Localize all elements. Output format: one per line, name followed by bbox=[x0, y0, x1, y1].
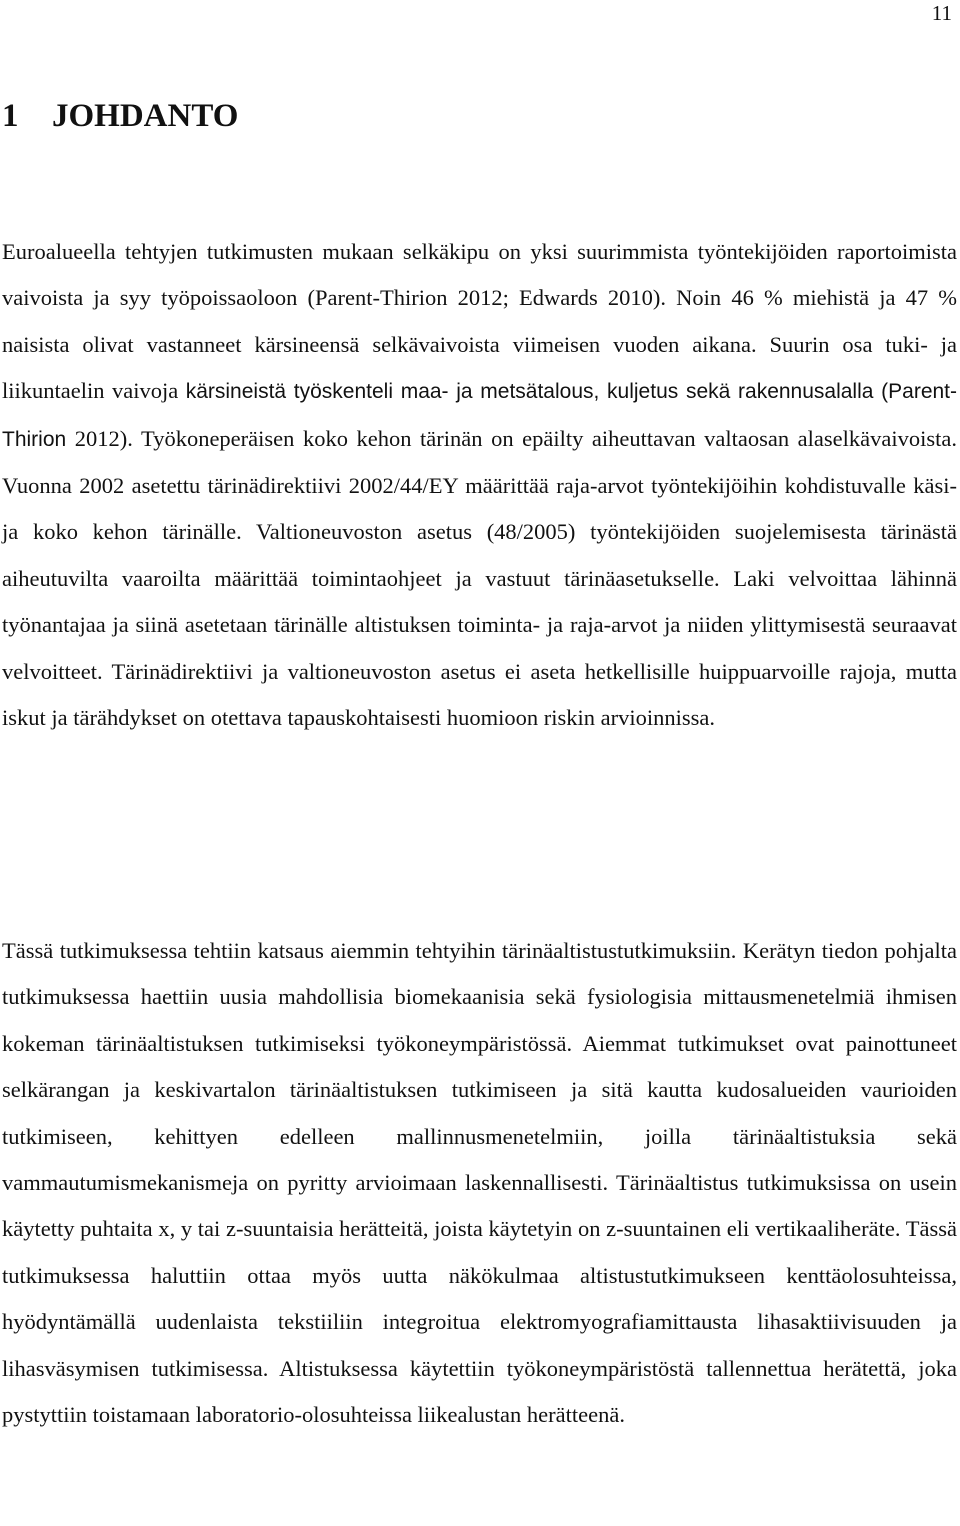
paragraph-intro-text-3: 2012). Työkoneperäisen koko kehon tärinän on epäilty aiheuttavan valtaosan alaselkävaivoista. Vuonna 2002 asetettu tärinädirektiivi 2002/44/EY määrittää raja-arvot työntekijöihin kohdistuvalle käsi- ja koko kehon tärinälle. Valtioneuvoston asetus (48/2005) työntekijöiden suojelemisesta tärinästä aiheutuvilta vaaroilta määrittää toimintaohjeet ja vastuut tärinäasetukselle. Laki velvoittaa lähinnä työnantajaa ja siinä asetetaan tärinälle altistuksen toiminta- ja raja-arvot ja niiden ylittymisestä seuraavat velvoitteet. Tärinädirektiivi ja valtioneuvoston asetus ei aseta hetkellisille huippuarvoille rajoja, mutta iskut ja tärähdykset on otettava tapauskohtaisesti huomioon riskin arvioinnissa. bbox=[2, 425, 957, 731]
chapter-number: 1 bbox=[2, 98, 19, 134]
paragraph-intro-text-1: Euroalueella tehtyjen tutkimusten mukaan selkäkipu on yksi suurimmista työntekijöiden raportoimista vaivoista ja syy työpoissaoloon (Parent-Thirion 2012; Edwards 2010). Noin 46 % miehistä ja 47 % naisista olivat vastanneet kärsineensä selkävaivoista viimeisen vuoden aikana. Suurin osa tuki- ja liikuntaelin vaivoja bbox=[2, 239, 957, 404]
chapter-title: JOHDANTO bbox=[52, 98, 239, 134]
paragraph-study: Tässä tutkimuksessa tehtiin katsaus aiemmin tehtyihin tärinäaltistustutkimuksiin. Kerätyn tiedon pohjalta tutkimuksessa haettiin uusia mahdollisia biomekaanisia sekä fysiologisia mittausmenetelmiä ihmisen kokeman tärinäaltistuksen tutkimiseksi työkoneympäristössä. Aiemmat tutkimukset ovat painottuneet selkärangan ja keskivartalon tärinäaltistuksen tutkimiseen ja sitä kautta kudosalueiden vaurioiden tutkimiseen, kehittyen edelleen mallinnusmenetelmiin, joilla tärinäaltistuksia sekä vammautumismekanismeja on pyritty arvioimaan laskennallisesti. Tärinäaltistus tutkimuksissa on usein käytetty puhtaita x, y tai z-suuntaisia herätteitä, joista käytetyin on z-suuntainen eli vertikaaliheräte. Tässä tutkimuksessa haluttiin ottaa myös uutta näkökulmaa altistustutkimukseen kenttäolosuhteissa, hyödyntämällä uudenlaista tekstiiliin integroitua elektromyografiamittausta lihasaktiivisuuden ja lihasväsymisen tutkimisessa. Altistuksessa käytettiin työkoneympäristöstä tallennettua herätettä, joka pystyttiin toistamaan laboratorio-olosuhteissa liikealustan herätteenä. bbox=[2, 938, 957, 1428]
paragraph-intro bbox=[2, 229, 957, 741]
page-number: 11 bbox=[931, 1, 952, 25]
chapter-heading bbox=[2, 96, 238, 136]
paragraph-intro-text-2: kärsineistä työskenteli maa- ja metsätalous, kuljetus sekä rakennusalalla (Parent-Thirion bbox=[2, 380, 957, 451]
